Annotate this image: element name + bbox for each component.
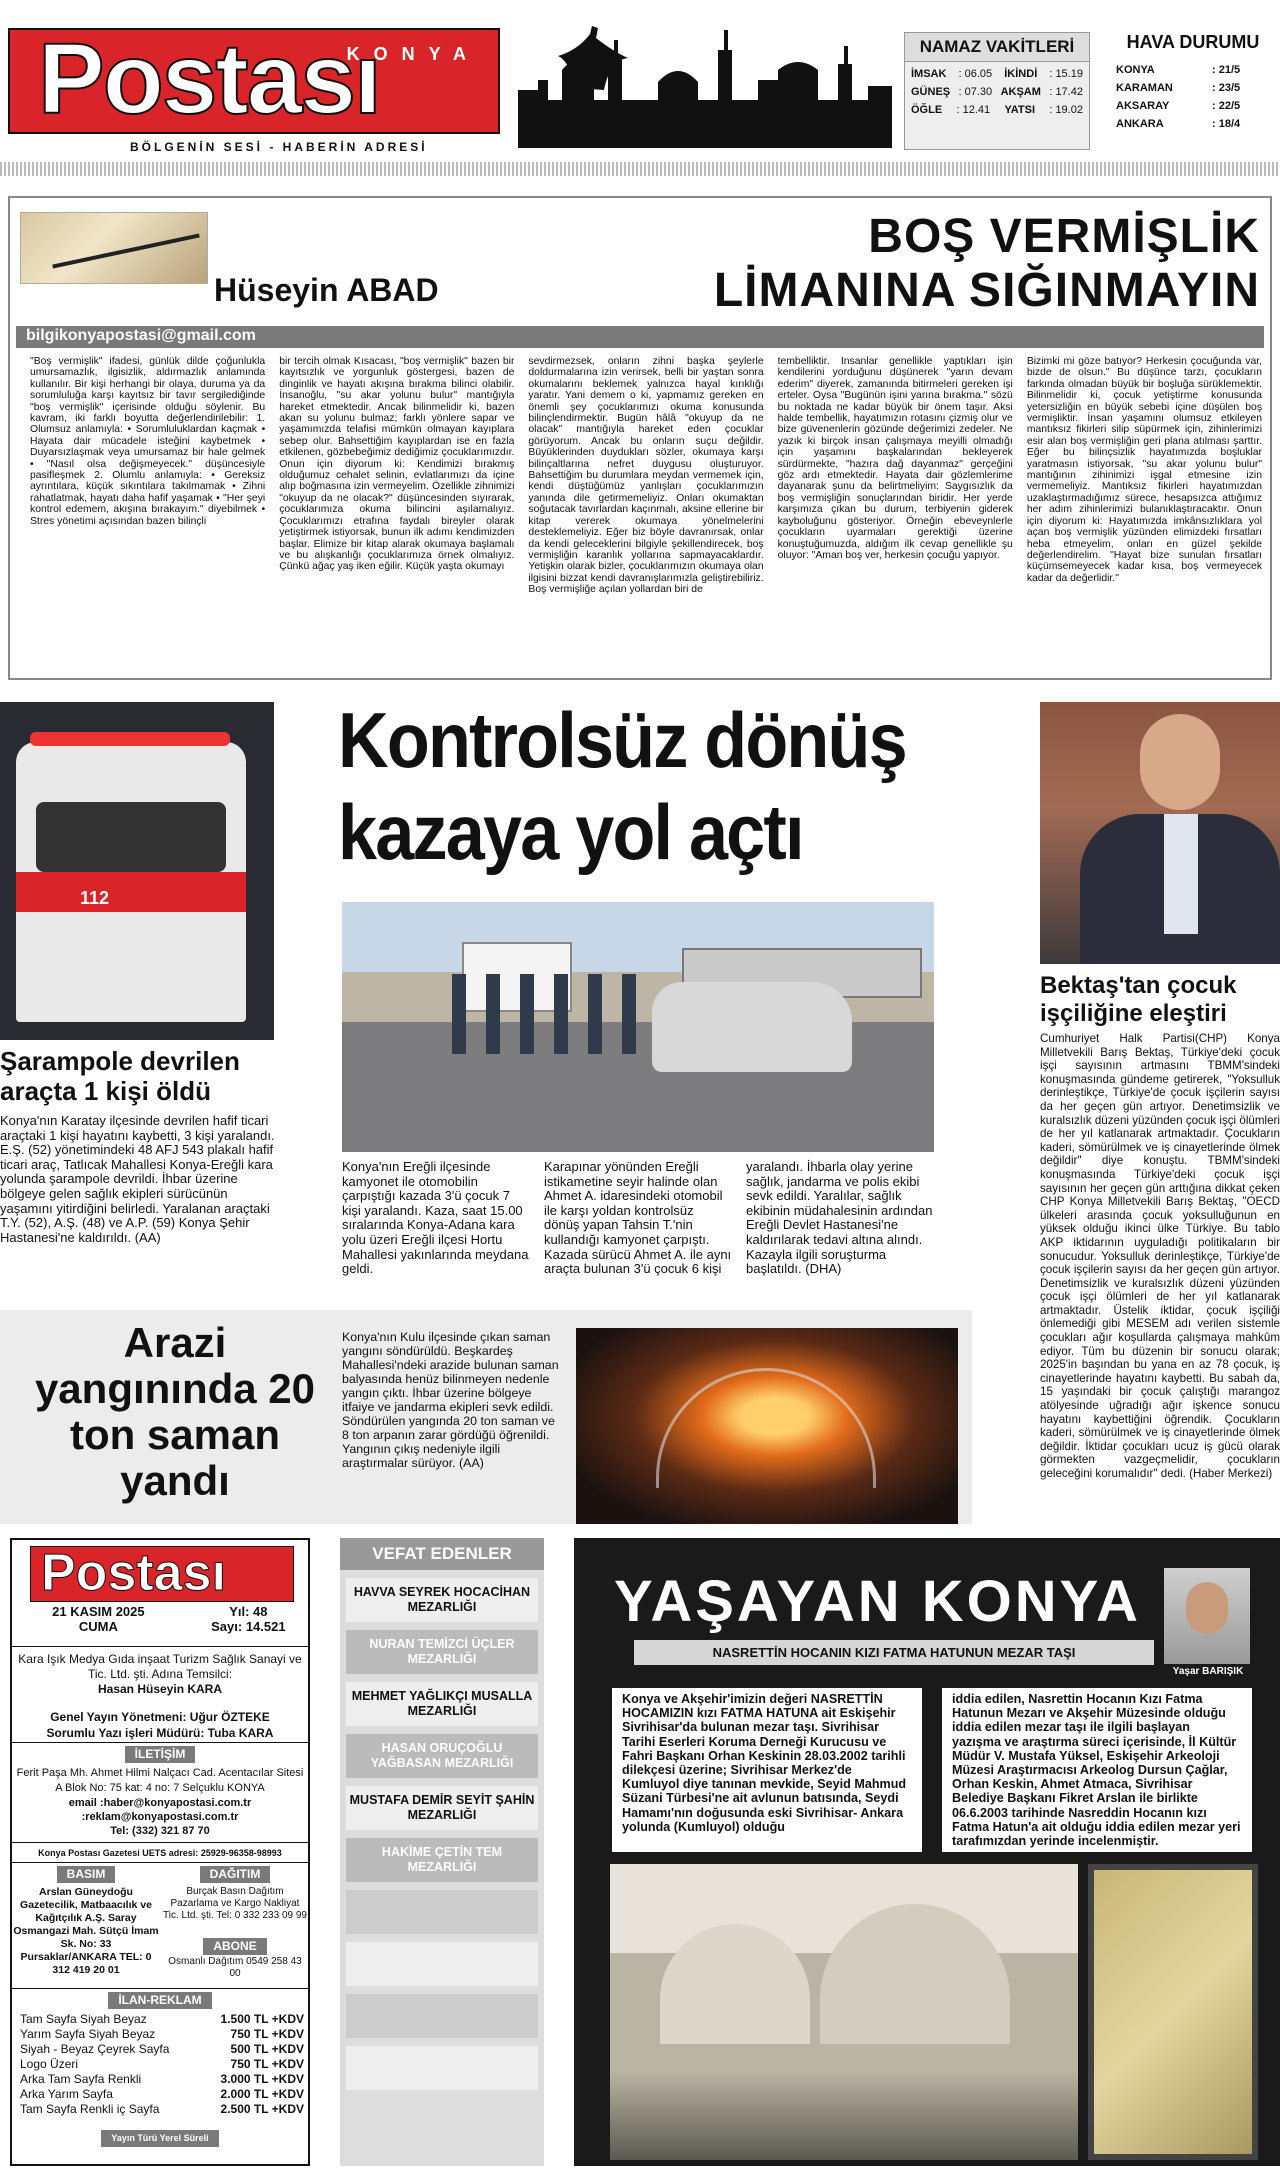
- living-konya-author: Yaşar BARIŞIK: [1172, 1666, 1244, 1677]
- fire-photo[interactable]: [576, 1328, 958, 1524]
- weather-title: HAVA DURUMU: [1126, 32, 1260, 52]
- crash-photo[interactable]: [342, 902, 934, 1152]
- politician-photo[interactable]: [1040, 702, 1280, 964]
- issue-date: 21 KASIM 2025 CUMA: [52, 1604, 145, 1634]
- fire-headline[interactable]: Arazi yangınında 20 ton saman yandı: [34, 1319, 316, 1504]
- issue-info: [12, 1604, 312, 1634]
- subscription-label: ABONE: [203, 1938, 266, 1955]
- bath-domes-photo[interactable]: [610, 1864, 1078, 2160]
- accident-headline[interactable]: Şarampole devrilen araçta 1 kişi öldü: [0, 1046, 240, 1106]
- imprint-box: [10, 1538, 310, 2166]
- ad-price-row: Tam Sayfa Siyah Beyaz 1.500 TL +KDV: [20, 2012, 304, 2026]
- ad-price-row: Arka Tam Sayfa Renkli 3.000 TL +KDV: [20, 2072, 304, 2086]
- konya-skyline-illustration: [518, 20, 892, 148]
- accident-text: Konya'nın Karatay ilçesinde devrilen hafif ticari araçtaki 1 kişi hayatını kaybetti, 3 kişi yaralandı. E.Ş. (52) yönetimindeki 48 AFJ 543 plakalı hafif ticari araç, Tatlıcak Mahallesi Konya-Ereğli kara yolunda şarampole devrildi. İhbar üzerine bölgeye gelen sağlık ekipleri sürücünün yaşamını yitirdiğini belirledi. Yaralanan araçtaki T.Y. (52), A.Ş. (48) ve A.P. (59) Konya Şehir Hastanesi'ne kaldırıldı. (AA): [0, 1113, 275, 1245]
- living-konya-panel: [574, 1538, 1280, 2166]
- print-label: BASIM: [57, 1866, 116, 1883]
- editor: Sorumlu Yazı işleri Müdürü: Tuba KARA: [46, 1726, 274, 1740]
- column-text: "Boş vermişlik" ifadesi, günlük dilde çoğunlukla umursamazlık, ilgisizlik, aldırmazlık anlamında kullanılır. Bir kişi herhangi bir olaya, duruma ya da sorumluluğa karşı kayıtsız bir tavır sergilediğinde "boş vermişlik" içerisinde olduğu söylenir. Bu kavram, iki farklı boyutta değerlendirilebilir: 1. Olumsuz anlamıyla: • Sorumluluklardan kaçmak • Hayata dair mücadele isteğini kaybetmek • Duyarsızlaşmak veya umursamaz bir hale gelmek • "Nasıl olsa değişmeyecek." düşüncesiyle pasifleşmek 2. Olumlu anlamıyla: • Gereksiz ayrıntılara, küçük sıkıntılara takılmamak • Zihni rahatlatmak, hayatı daha hafif yaşamak • "Her şeyi kontrol edemem, akışına bırakayım." diyebilmek • Stres yönetimi açısından bazen bilinçli: [30, 356, 266, 527]
- logo-city: KONYA: [346, 44, 480, 64]
- main-story-text: Karapınar yönünden Ereğli istikametine seyir halinde olan Ahmet A. idaresindeki otomobil ile karşı yoldan kontrolsüz dönüş yapan Tahsin T.'nin kullandığı kamyonet çarpıştı. Kazada sürücü Ahmet A. ile aynı araçta bulunan 3'ü çocuk 6 kişi: [544, 1159, 732, 1277]
- owner-line: Kara Işık Medya Gıda inşaat Turizm Sağlık Sanayi ve Tic. Ltd. şti. Adına Temsilci:: [18, 1652, 302, 1681]
- distribution-label: DAĞITIM: [200, 1866, 271, 1883]
- weather-row: AKSARAY : 22/5: [1116, 100, 1241, 112]
- obituary-item: HAKİME ÇETİN TEM MEZARLIĞI: [346, 1838, 538, 1882]
- main-headline[interactable]: Kontrolsüz dönüş kazaya yol açtı: [338, 696, 906, 876]
- logo-main: Postası: [38, 23, 380, 135]
- distribution-info: Burçak Basın Dağıtım Pazarlama ve Kargo Nakliyat Tic. Ltd. şti. Tel: 0 332 233 09 99: [163, 1886, 307, 1921]
- weather-row: KONYA : 21/5: [1116, 64, 1241, 76]
- gravestone-photo[interactable]: [1088, 1864, 1258, 2160]
- column-headline[interactable]: BOŞ VERMİŞLİK LİMANINA SIĞINMAYIN: [713, 210, 1260, 317]
- fire-text: Konya'nın Kulu ilçesinde çıkan saman yangını söndürüldü. Beşkardeş Mahallesi'ndeki arazide bulunan saman balyasında henüz bilinmeyen nedenle yangın çıktı. İhbar üzerine bölgeye itfaiye ve jandarma ekipleri sevk edildi. Söndürülen yangında 20 ton saman ve 8 ton arpanın zarar gördüğü öğrenildi. Yangının çıkış nedeniyle ilgili araştırmalar sürüyor. (AA): [342, 1330, 559, 1470]
- obituary-empty: [346, 2046, 538, 2090]
- living-konya-subtitle: NASRETTİN HOCANIN KIZI FATMA HATUNUN MEZAR TAŞI: [634, 1640, 1154, 1665]
- logo-slogan: BÖLGENİN SESİ - HABERİN ADRESİ: [130, 140, 428, 154]
- ambulance-number: 112: [80, 888, 110, 908]
- author-avatar: [1164, 1568, 1250, 1664]
- obituary-empty: [346, 1942, 538, 1986]
- living-konya-body: [612, 1688, 1252, 1852]
- obituaries-title: VEFAT EDENLER: [340, 1538, 544, 1570]
- obituaries-box: [340, 1538, 544, 2166]
- issue-number: Sayı: 14.521: [211, 1619, 286, 1634]
- main-story-text: yaralandı. İhbarla olay yerine sağlık, jandarma ve polis ekibi sevk edildi. Yaralılar, sağlık ekibinin müdahalesinin ardından Ereğli Devlet Hastanesi'ne kaldırılarak tedavi altına alındı. Kazayla ilgili soruşturma başlatıldı. (DHA): [746, 1159, 933, 1277]
- contact-label: İLETİŞİM: [125, 1746, 196, 1763]
- ad-price-row: Tam Sayfa Renkli iç Sayfa 2.500 TL +KDV: [20, 2102, 304, 2116]
- prayer-row: GÜNEŞ : 07.30 AKŞAM : 17.42: [911, 86, 1083, 98]
- prayer-row: ÖĞLE : 12.41 YATSI : 19.02: [911, 104, 1083, 116]
- issue-year: Yıl: 48: [229, 1604, 268, 1619]
- weather-row: ANKARA : 18/4: [1116, 118, 1241, 130]
- main-story-body: [342, 1160, 934, 1277]
- publication-type: Yayın Türü Yerel Süreli: [101, 2130, 218, 2147]
- obituary-item: HAVVA SEYREK HOCACİHAN MEZARLIĞI: [346, 1578, 538, 1622]
- uets-address: Konya Postası Gazetesi UETS adresi: 25929-96358-98993: [38, 1848, 282, 1858]
- column-author: Hüseyin ABAD: [214, 272, 439, 308]
- prayer-times-title: NAMAZ VAKİTLERİ: [905, 33, 1089, 62]
- column-text: tembelliktir. İnsanlar genellikle yaptıkları işin kendilerini yorduğunu düşünerek "yarın devam ederim" diyerek, zamanında bitirmeleri gereken işi erteler. Oysa "Bugünün işini yarına bırakma." sözü bu noktada ne kadar büyük bir önem taşır. Aksi halde tembellik, hayatımızın rotasını çizmiş olur ve bize güvenenlerin gözünde değerimizi zedeler. Ne yazık ki birçok insan çalışmaya meyilli olmadığı için yaşamını başkalarından bekleyerek sürdürmekte, "hazıra dağ dayanmaz" gerçeğini göz ardı etmektedir. Hayata dair gözlemlerime dayanarak şunu da belirtmeliyim: Saygısızlık da boş vermişliğin sonuçlarından biridir. Her yerde karşımıza çıkan bu durum, terbiyenin giderek kayboluğunu gösteriyor. Örneğin ebeveynlerle çocukların uyarmaları gerektiği üzerine konuştuğumuzda, aldığım ilk cevap genellikle şu oluyor: "Aman boş ver, herkesin çocuğu yapıyor.: [777, 356, 1013, 561]
- address: Ferit Paşa Mh. Ahmet Hilmi Nalçacı Cad. Acentacılar Sitesi A Blok No: 75 kat: 4 no: 7 Selçuklu KONYA: [16, 1767, 304, 1794]
- child-labour-headline[interactable]: Bektaş'tan çocuk işçiliğine eleştiri: [1040, 972, 1237, 1027]
- imprint-logo: Postası: [30, 1546, 294, 1602]
- ad-email[interactable]: :reklam@konyapostasi.com.tr: [81, 1811, 239, 1823]
- living-konya-text: Konya ve Akşehir'imizin değeri NASRETTİN HOCAMIZIN kızı FATMA HATUNA ait Eskişehir Sivrihisar'da bulunan mezar taşı. Sivrihisar Tarihi Eserleri Koruma Derneği Kurucusu ve Fahri Başkanı Orhan Keskinin 28.03.2002 tarihli dilekçesi üzerine; Sivrihisar Merkez'de Kumluyol diye tanınan mevkide, Seyid Mahmud Süzani Türbesi'ne ait avlunun batısında, Seydi Hamamı'nın doğusunda eski Sivrihisar- Ankara yolunda (Kumluyol) olduğu: [612, 1688, 922, 1852]
- main-story-text: Konya'nın Ereğli ilçesinde kamyonet ile otomobilin çarpıştığı kazada 3'ü çocuk 7 kişi yaralandı. Kaza, saat 15.00 sıralarında Konya-Adana kara yolu üzeri Ereğli ilçesi Hortu Mahallesi yakınlarında meydana geldi.: [342, 1159, 529, 1277]
- contact-phone: Tel: (332) 321 87 70: [110, 1825, 210, 1837]
- ad-price-row: Arka Yarım Sayfa 2.000 TL +KDV: [20, 2087, 304, 2101]
- prayer-times-box: [904, 32, 1090, 150]
- child-labour-text: Cumhuriyet Halk Partisi(CHP) Konya Milletvekili Barış Bektaş, Türkiye'deki çocuk işçi sayısının artmasını TBMM'sindeki konuşmasında gündeme getirerek, "Yoksulluk derinleştikçe, Türkiye'de çocuk işçilerin sayısı da her geçen gün artıyor. Denetimsizlik ve kuralsızlık düzeni yüzünden çocuk işçi ölümleri de her yıl katlanarak artmaktadır. Çocukların kaderi, sömürülmek ve iş cinayetlerinde ölmek değildir" diye konuştu. TBMM'sindeki konuşmasında Türkiye'deki çocuk işçi sayısının her geçen gün arttığına dikkat çeken CHP Konya Milletvekili Barış Bektaş, "OECD ülkeleri arasında çocuk yoksulluğunun en yüksek olduğu ikinci ülke Türkiye. Bu tablo AKP iktidarının uyguladığı politikaların bir sonucudur. Yoksulluk derinleştikçe, Türkiye'de çocuk işçilerin sayısı da her geçen gün artıyor. Denetimsizlik ve kuralsızlık düzeni yüzünden çocuk işçi ölümleri de her yıl katlanarak artmaktadır. Üstelik iktidar, çocuk işçiliği önlemediği gibi MESEM adı verilen sistemle çocukları ağır koşullarda çalışmaya mahkûm ediyor. Tüm bu düzenin bir sonucu olarak; 2025'in başından bu yana en az 78 çocuk, iş cinayetlerinde hayatını kaybetti. Bu sabah da, 15 yaşındaki bir çocuk çalıştığı marangoz atölyesinde uğradığı ağır işkence sonucu hayatını kaybettiğini öğrendik. Çocukların kaderi, sömürülmek ve iş cinayetlerinde ölmek değildir. İktidar çocukları ucuz iş gücü olarak görmekten vazgeçmelidir, çocukların geleceğini korumalıdır" dedi. (Haber Merkezi): [1040, 1032, 1280, 1480]
- subscription-info: Osmanlı Dağıtım 0549 258 43 00: [168, 1956, 302, 1979]
- masthead-logo[interactable]: [8, 23, 500, 154]
- weather-row: KARAMAN : 23/5: [1116, 82, 1241, 94]
- obituary-item: MEHMET YAĞLIKÇI MUSALLA MEZARLIĞI: [346, 1682, 538, 1726]
- weather-box: [1110, 32, 1276, 133]
- contact-email[interactable]: email :haber@konyapostasi.com.tr: [68, 1797, 252, 1809]
- masthead-divider: [0, 162, 1280, 176]
- pen-illustration: [20, 212, 208, 284]
- obituary-item: MUSTAFA DEMİR SEYİT ŞAHİN MEZARLIĞI: [346, 1786, 538, 1830]
- ad-price-row: Yarım Sayfa Siyah Beyaz 750 TL +KDV: [20, 2027, 304, 2041]
- ad-label: İLAN-REKLAM: [108, 1992, 211, 2009]
- column-body: [30, 356, 1262, 676]
- prayer-row: İMSAK : 06.05 İKİNDİ : 15.19: [911, 68, 1083, 80]
- ad-price-row: Siyah - Beyaz Çeyrek Sayfa 500 TL +KDV: [20, 2042, 304, 2056]
- obituary-empty: [346, 1890, 538, 1934]
- print-info: Arslan Güneydoğu Gazetecilik, Matbaacılık ve Kağıtçılık A.Ş. Saray Osmangazi Mah. Sütçü İmam Sk. No: 33 Pursaklar/ANKARA TEL: 0 312 419 20 01: [13, 1886, 159, 1976]
- column-text: bir tercih olmak Kısacası, "boş vermişlik" bazen bir kayıtsızlık ve yorgunluk göstergesi, bazen de dinginlik ve hayatı akışına bırakma bilinci olabilir. İnsanoğlu, "su akar yolunu bulur" mantığıyla hareket etmektedir. Ancak bilinmelidir ki, bazen akan su yolunu bulmaz; farklı yönlere sapar ve yaşamımızda telafisi mümkün olmayan kayıplara sebep olur. Bahsettiğim kayıplardan ise en fazla etkilenen, gözbebeğimiz dediğimiz çocuklarımızdır. Onun için diyorum ki: Kendimizi bırakmış olduğumuz cehalet selinin, evlatlarımızı da içine alıp boğmasına izin vermeyelim. Özellikle zihnimizi "okuyup da ne olacak?" düşüncesinden sıyırarak, çocuklarımıza okuma bilincini aşılamalıyız. Çocuklarımızı etrafına faydalı bireyler olarak yetiştirmek istiyorsak, bunun ilk adımı kendimizden başlar. Elimize bir kitap alarak okumaya başlamalı ve bu alışkanlığı çocuklarımıza örnek olmalıyız. Çünkü ağaç yaş iken eğilir. Küçük yaşta okumayı: [279, 356, 515, 573]
- ad-price-row: Logo Üzeri 750 TL +KDV: [20, 2057, 304, 2071]
- obituary-item: NURAN TEMİZCİ ÜÇLER MEZARLIĞI: [346, 1630, 538, 1674]
- living-konya-text: iddia edilen, Nasrettin Hocanın Kızı Fatma Hatunun Mezarı ve Akşehir Müzesinde olduğu iddia edilen mezar taşı ile ilgili başlayan yazışma ve araştırma süreci içerisinde, İl Kültür Müdür V. Mustafa Yüksel, Eskişehir Arkeoloji Müzesi Araştırmacısı Arkeolog Dursun Çağlar, Orhan Keskin, Ahmet Atmaca, Sivrihisar Belediye Başkanı Fikret Arslan ile birlikte 06.6.2003 tarihinde Nasreddin Hocanın kızı Fatma Hatun'a ait olduğu iddia edilen mezar yeri tarafımızdan yerinde incelenmiştir.: [942, 1688, 1252, 1852]
- column-text: sevdirmezsek, onların zihni başka şeylerle doldurmalarına izin verirsek, belli bir yaştan sonra okumalarını beklemek yalnızca hayal kırıklığı yaratır. Yani demem o ki, yapmamız gereken en önemli şey çocuklarımızı okuma konusunda bilinçlendirmektir. Bugün hâlâ "okuyup da ne olacak" mantığıyla hareket eden çocuklar görüyorum. Ancak bu onların suçu değildir. Büyüklerinden duydukları sözler, okumaya karşı bilinçaltlarına nefret duygusu oluşturuyor. Bahsettiğim bu durumlara meydan vermemek için, kendi düştüğümüz yanlışları çocuklarımızın yanında dile getirmemeliyiz. Onları okumaktan soğutacak tavırlardan kaçınmalı, aksine ellerine bir kitap vererek okumaya yönelmelerini desteklemeliyiz. Eğer biz böyle davranırsak, onlar da kendi geleceklerini bilgiyle şekillendirecek, boş vermişliğin karanlık yollarına sapmayacaklardır. Yetişkin olarak bizler, çocuklarımızın okumaya olan ilgisini bizzat kendi davranışlarımızla geliştirebiliriz. Boş vermişliğe açılan yollardan biri de: [528, 356, 764, 596]
- ambulance-photo[interactable]: [0, 702, 274, 1040]
- column-text: Bizimki mi göze batıyor? Herkesin çocuğunda var, bizde de olsun." Bu düşünce tarzı, çocukların farkında olmadan büyük bir boşluğa sürüklemektir. Bilinmelidir ki, çocuk yetiştirme konusunda yetersizliğin en büyük sebebi içine düşülen boş vermişliktir. İnsan yaşamını olumsuz etkileyen mantıksız fikirleri silip süpürmek için, zihinlerimizi esir alan boş vermişliğin geri plana atılması şarttır. Eğer bu bilinçsizlik hayatımızda boşluklar yaratmasın istiyorsak, "su akar yolunu bulur" mantığının zihinimizi işgal etmesine izin vermemeliyiz. Mantıksız fikirleri hayatımızdan uzaklaştırmadığımız sürece, hesapsızca attığımız her adım zihinlerimizi bulanıklaştıracaktır. Onun için diyorum ki: Hayatımızda imkânsızlıklara yol açan boş vermişlik yüzünden elimizdeki fırsatları heba etmeyelim, onları en güzel şekilde değerlendirelim. "Hayat bize sunulan fırsatları küçümsemeyecek kadar kısa, boş vermeyecek kadar da değerlidir.": [1026, 356, 1263, 584]
- obituary-item: HASAN ORUÇOĞLU YAĞBASAN MEZARLIĞI: [346, 1734, 538, 1778]
- living-konya-title[interactable]: YAŞAYAN KONYA: [614, 1569, 1141, 1634]
- owner-name: Hasan Hüseyin KARA: [97, 1682, 223, 1696]
- obituary-empty: [346, 1994, 538, 2038]
- column-email[interactable]: bilgikonyapostasi@gmail.com: [16, 326, 1264, 348]
- general-manager: Genel Yayın Yönetmeni: Uğur ÖZTEKE: [50, 1710, 270, 1724]
